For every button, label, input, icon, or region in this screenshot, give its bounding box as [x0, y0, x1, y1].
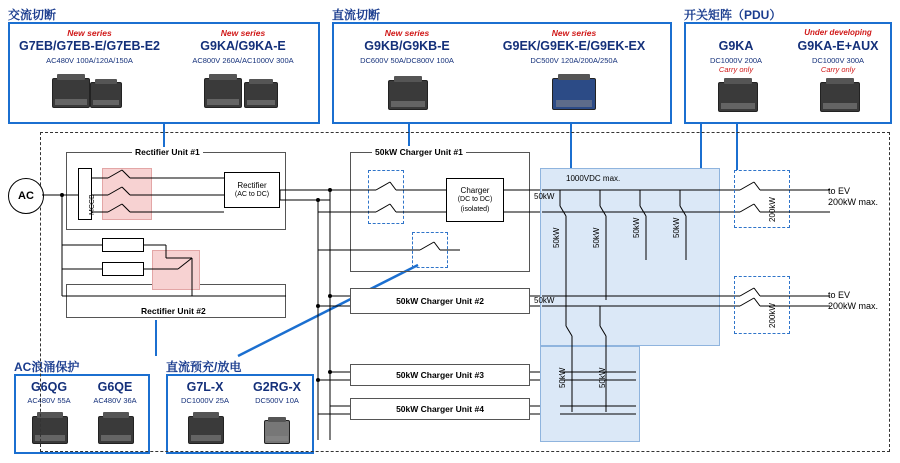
charger-box-line2: (DC to DC) [457, 196, 493, 204]
product-spec: DC600V 50A/DC800V 100A [360, 56, 454, 65]
rectifier-unit-1-label: Rectifier Unit #1 [132, 147, 203, 157]
matrix-output-label-1: 200kW [768, 197, 777, 222]
rectifier-box-line1: Rectifier [237, 180, 267, 190]
group-title-ac-disconnect: 交流切断 [8, 8, 57, 22]
product-spec-note: Carry only [820, 65, 856, 74]
product-spec: DC1000V 25A [181, 396, 229, 405]
mccb-label: MCCB [89, 194, 96, 215]
new-series-badge: New series [67, 28, 112, 38]
ev-output-1-line2: 200kW max. [828, 197, 879, 207]
group-title-ac-surge: AC浪涌保护 [14, 360, 80, 374]
branch-label-3: 50kW [632, 217, 641, 238]
ev-output-1-line1: to EV [828, 186, 851, 196]
product-spec: AC480V 100A/120A/150A [46, 56, 133, 65]
product-name: G7EB/G7EB-E/G7EB-E2 [18, 39, 160, 53]
ac-source: AC [8, 178, 44, 214]
ev-output-2-line2: 200kW max. [828, 301, 879, 311]
ev-output-2 [828, 290, 878, 312]
product-name: G9EK/G9EK-E/G9EK-EX [502, 39, 646, 53]
rectifier-box-line2: (AC to DC) [234, 191, 270, 198]
product-spec: AC480V 36A [93, 396, 137, 405]
charger-unit-4-label: 50kW Charger Unit #4 [396, 404, 484, 414]
branch-label-2: 50kW [592, 227, 601, 248]
product-name: G7L-X [186, 380, 224, 394]
new-series-badge: New series [220, 28, 266, 38]
group-title-dc-precharge: 直流预充/放电 [166, 360, 242, 374]
branch-label-1: 50kW [552, 227, 561, 248]
product-spec: DC1000V 300A [811, 56, 865, 65]
new-series-badge: New series [384, 28, 430, 38]
product-name: G9KA/G9KA-E [200, 39, 286, 53]
product-spec: DC500V 10A [255, 396, 299, 405]
new-series-badge: New series [551, 28, 597, 38]
group-title-switch-matrix: 开关矩阵（PDU） [684, 8, 782, 22]
matrix-output-label-2: 200kW [768, 303, 777, 328]
branch-label-5: 50kW [558, 367, 567, 388]
product-spec: DC500V 120A/200A/250A [530, 56, 618, 65]
branch-label-6: 50kW [598, 367, 607, 388]
branch-label-8: 50kW [534, 296, 555, 305]
product-spec: DC1000V 200A [709, 56, 763, 65]
product-name: G9KA-E+AUX [797, 39, 879, 53]
ev-output-1 [828, 186, 878, 208]
ev-output-2-line1: to EV [828, 290, 851, 300]
under-developing-badge: Under developing [804, 28, 872, 37]
charger-box-line1: Charger [460, 185, 490, 195]
product-name: G9KB/G9KB-E [364, 39, 450, 53]
product-name: G6QE [97, 380, 133, 394]
group-title-dc-disconnect: 直流切断 [332, 8, 381, 22]
product-name: G9KA [718, 39, 754, 53]
charger-unit-2-label: 50kW Charger Unit #2 [396, 296, 484, 306]
branch-label-7: 50kW [534, 192, 555, 201]
product-name: G2RG-X [253, 380, 301, 394]
charger-unit-3-label: 50kW Charger Unit #3 [396, 370, 484, 380]
rectifier-unit-2-label: Rectifier Unit #2 [138, 306, 209, 316]
charger-box-line3: (isolated) [460, 205, 490, 213]
product-spec: AC480V 55A [27, 396, 71, 405]
branch-label-4: 50kW [672, 217, 681, 238]
bus-voltage-label: 1000VDC max. [566, 174, 621, 183]
product-spec: AC800V 260A/AC1000V 300A [192, 56, 294, 65]
charger-unit-1-label: 50kW Charger Unit #1 [372, 147, 466, 157]
product-name: G6QG [30, 380, 68, 394]
product-spec-note: Carry only [718, 65, 754, 74]
